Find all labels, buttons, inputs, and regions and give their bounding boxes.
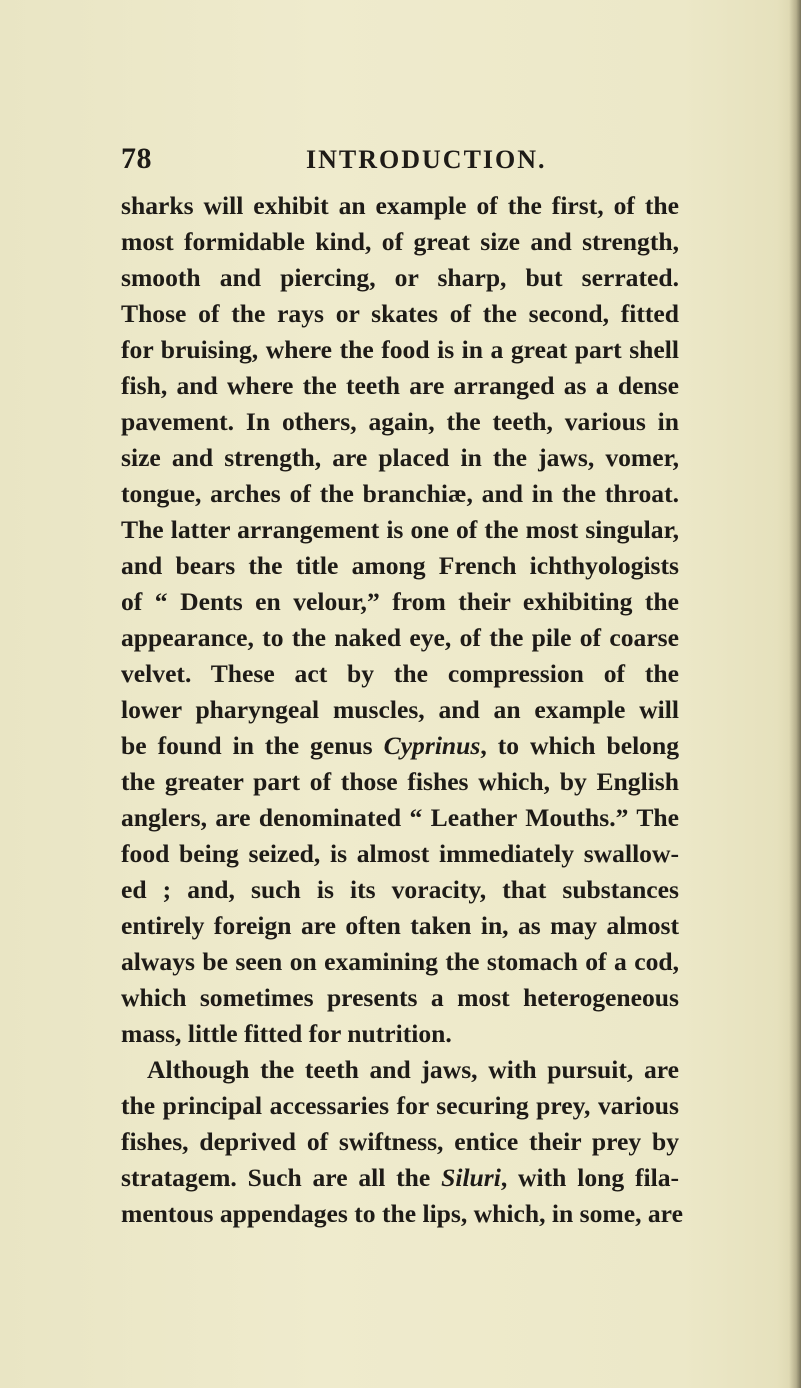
text-line: The latter arrangement is one of the most singular, [121, 515, 679, 544]
text-line: anglers, are denominated “ Leather Mouths.” The [121, 803, 679, 832]
text-line: lower pharyngeal muscles, and an example will [121, 695, 679, 724]
text-line: mentous appendages to the lips, which, in some, are [121, 1199, 683, 1228]
text-run: be found in the genus [121, 731, 384, 760]
text-line: food being seized, is almost immediately swallow- [121, 839, 679, 868]
text-line: velvet. These act by the compression of the [121, 659, 679, 688]
page-edge-shadow [789, 0, 801, 1388]
text-line: most formidable kind, of great size and strength, [121, 227, 679, 256]
text-line: size and strength, are placed in the jaws, vomer, [121, 443, 679, 472]
text-line: fish, and where the teeth are arranged as a dense [121, 371, 679, 400]
text-line-with-italic [121, 1160, 679, 1196]
text-line: pavement. In others, again, the teeth, various in [121, 407, 679, 436]
text-line: the greater part of those fishes which, by English [121, 767, 679, 796]
page-number: 78 [121, 142, 152, 175]
text-line: tongue, arches of the branchiæ, and in the throat. [121, 479, 679, 508]
text-line: ed ; and, such is its voracity, that substances [121, 875, 679, 904]
running-head: INTRODUCTION. [306, 145, 547, 174]
text-line: entirely foreign are often taken in, as may almost [121, 911, 679, 940]
text-line: always be seen on examining the stomach of a cod, [121, 947, 679, 976]
italic-genus-name: Cyprinus [383, 731, 481, 760]
text-line: the principal accessaries for securing prey, various [121, 1091, 679, 1120]
text-line-with-italic [121, 728, 679, 764]
text-line: of “ Dents en velour,” from their exhibiting the [121, 587, 679, 616]
text-line: smooth and piercing, or sharp, but serrated. [121, 263, 679, 292]
text-run: , with long fila- [500, 1163, 680, 1192]
text-run: stratagem. Such are all the [121, 1163, 442, 1192]
paragraph-start-line: Although the teeth and jaws, with pursuit, are [147, 1055, 679, 1084]
text-line: Those of the rays or skates of the second, fitted [121, 299, 679, 328]
text-line: fishes, deprived of swiftness, entice their prey by [121, 1127, 679, 1156]
text-line: which sometimes presents a most heterogeneous [121, 983, 679, 1012]
text-run: , to which belong [480, 731, 680, 760]
text-line: for bruising, where the food is in a great part shell [121, 335, 679, 364]
italic-genus-name: Siluri [441, 1163, 501, 1192]
text-line: sharks will exhibit an example of the first, of the [121, 191, 679, 220]
text-line: appearance, to the naked eye, of the pile of coarse [121, 623, 679, 652]
page-header [0, 140, 801, 180]
text-line: and bears the title among French ichthyologists [121, 551, 679, 580]
text-line: mass, little fitted for nutrition. [121, 1019, 452, 1048]
